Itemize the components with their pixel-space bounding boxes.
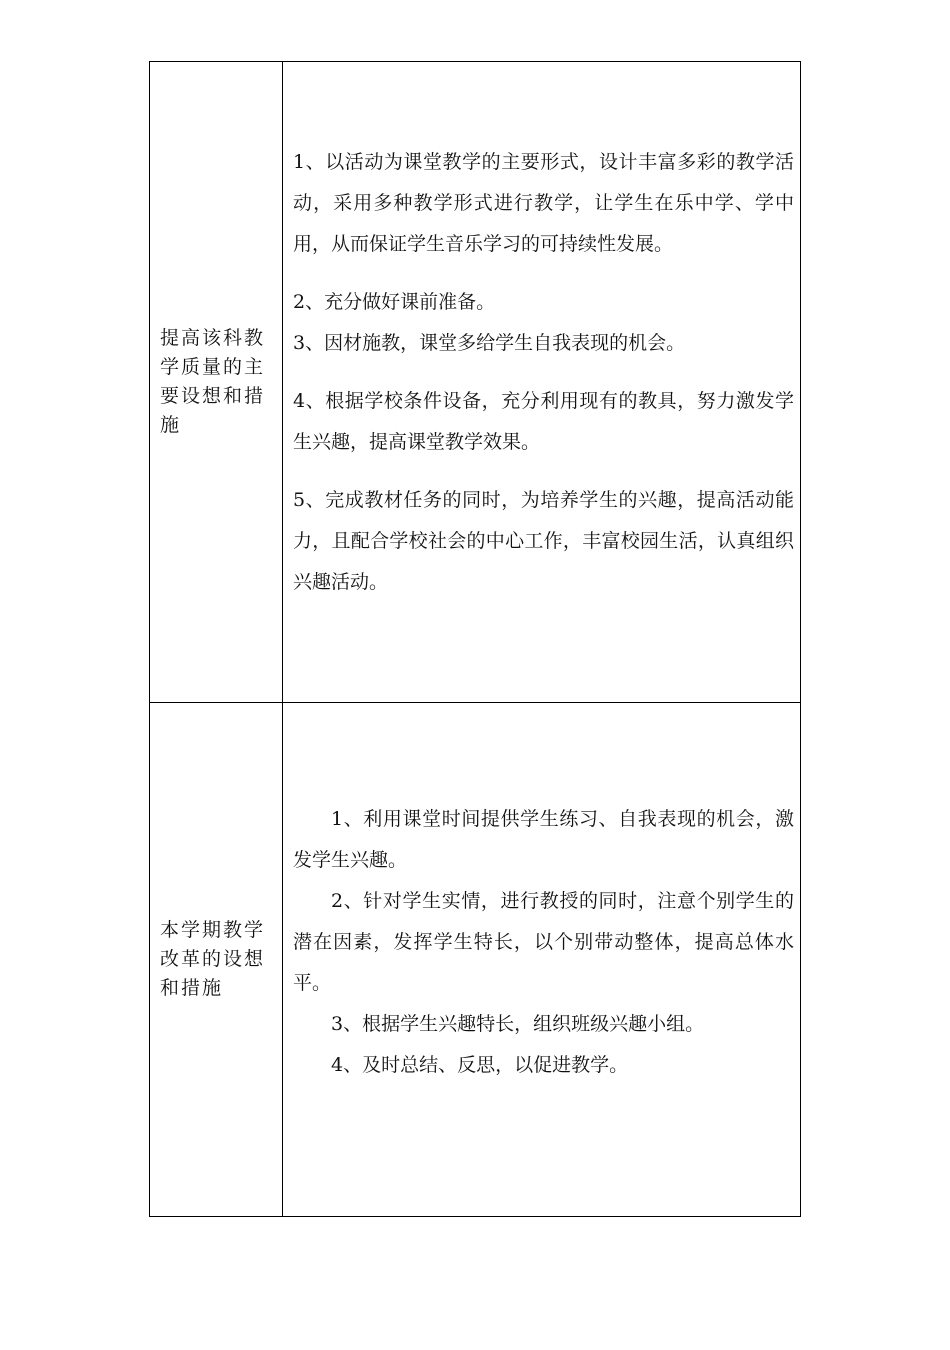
measure-item: 4、根据学校条件设备，充分利用现有的教具，努力激发学生兴趣，提高课堂教学效果。	[293, 390, 794, 453]
measure-item: 5、完成教材任务的同时，为培养学生的兴趣，提高活动能力，且配合学校社会的中心工作，丰富校园生活，认真组织兴趣活动。	[293, 489, 794, 593]
reform-item: 2、针对学生实情，进行教授的同时，注意个别学生的潜在因素，发挥学生特长，以个别带动整体，提高总体水平。	[293, 890, 794, 994]
measure-item: 3、因材施教，课堂多给学生自我表现的机会。	[293, 332, 686, 354]
table-row	[150, 703, 800, 1216]
row-content-cell	[283, 62, 800, 702]
row-label: 提高该科教学质量的主要设想和措施	[160, 327, 266, 436]
plan-table	[149, 61, 801, 1217]
reform-item: 3、根据学生兴趣特长，组织班级兴趣小组。	[331, 1013, 705, 1035]
row-label-cell	[150, 703, 283, 1216]
reform-item: 4、及时总结、反思，以促进教学。	[331, 1054, 629, 1076]
measure-item: 1、以活动为课堂教学的主要形式，设计丰富多彩的教学活动，采用多种教学形式进行教学，让学生在乐中学、学中用，从而保证学生音乐学习的可持续性发展。	[293, 151, 794, 255]
measure-item: 2、充分做好课前准备。	[293, 291, 496, 313]
row-label-cell	[150, 62, 283, 702]
row-content-cell	[283, 703, 800, 1216]
table-row	[150, 62, 800, 703]
reform-item: 1、利用课堂时间提供学生练习、自我表现的机会，激发学生兴趣。	[293, 808, 794, 871]
row-label: 本学期教学改革的设想和措施	[160, 919, 266, 999]
